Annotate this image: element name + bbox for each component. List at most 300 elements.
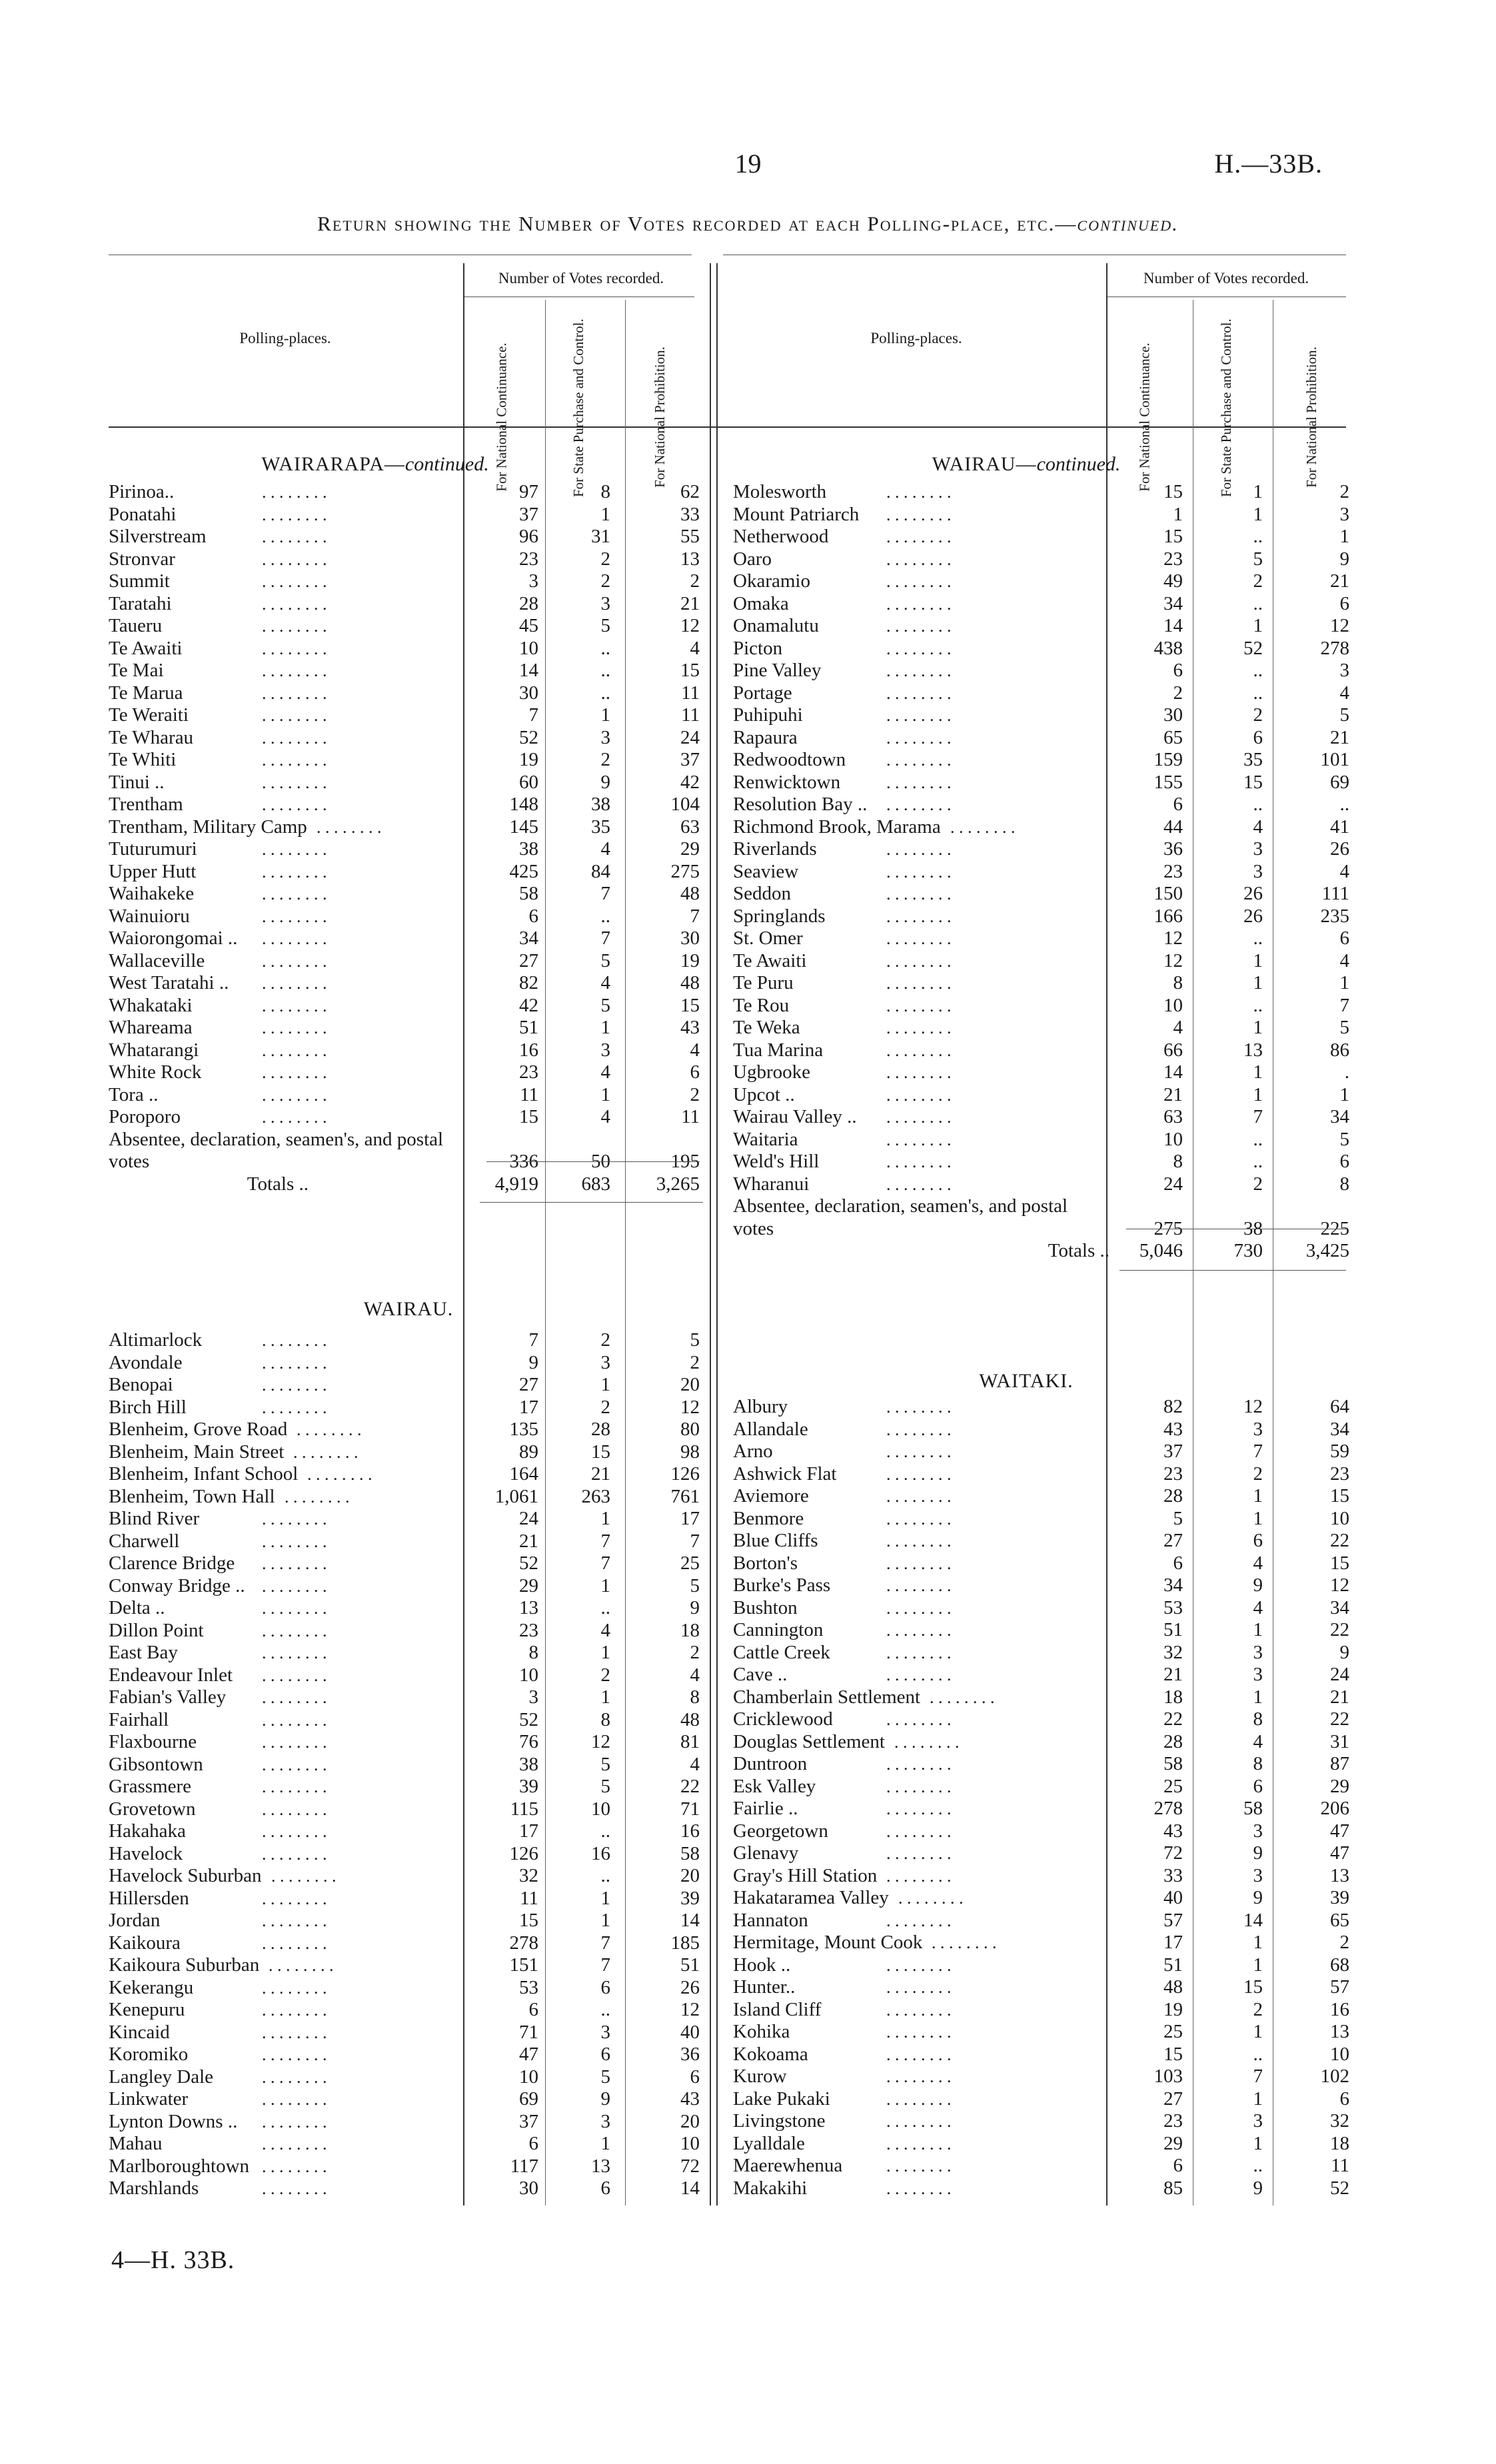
national-continuance-votes: 96 <box>519 526 538 547</box>
polling-place-name: Georgetown <box>733 1820 828 1842</box>
polling-place-name: Upper Hutt <box>109 860 197 882</box>
table-row <box>109 548 708 571</box>
leader-dots: . . . . . . . . <box>886 862 952 882</box>
leader-dots: . . . . . . . . <box>262 1799 327 1819</box>
national-prohibition-votes: 21 <box>1330 570 1349 592</box>
leader-dots: . . . . . . . . <box>886 1866 952 1886</box>
leader-dots: . . . . . . . . <box>262 2179 327 2198</box>
table-row <box>109 1620 708 1642</box>
leader-dots: . . . . . . . . <box>262 2022 327 2042</box>
state-purchase-votes: 9 <box>600 2088 610 2110</box>
national-prohibition-votes: 55 <box>680 526 700 547</box>
national-prohibition-votes: 1 <box>1339 526 1349 547</box>
national-continuance-votes: 5 <box>1173 1507 1183 1529</box>
polling-place-name: Blenheim, Grove Road <box>109 1419 288 1440</box>
polling-place-name: Tora .. <box>109 1083 159 1105</box>
national-prohibition-votes: 3,265 <box>656 1173 700 1195</box>
national-prohibition-votes: 206 <box>1320 1798 1349 1819</box>
polling-place-name: Endeavour Inlet <box>109 1664 233 1686</box>
state-purchase-votes: 2 <box>1253 704 1263 726</box>
leader-dots: . . . . . . . . <box>271 1866 337 1886</box>
leader-dots: . . . . . . . . <box>886 1598 952 1618</box>
national-prohibition-votes: 33 <box>680 503 700 525</box>
polling-place-name: Makakihi <box>733 2177 808 2199</box>
polling-place-name: Te Weka <box>733 1017 800 1038</box>
polling-place-name: Borton's <box>733 1552 798 1574</box>
leader-dots: . . . . . . . . <box>886 795 952 814</box>
polling-place-name: Te Awaiti <box>109 637 183 659</box>
leader-dots: . . . . . . . . <box>262 683 327 703</box>
state-purchase-votes: 9 <box>1253 1887 1263 1908</box>
state-purchase-votes: 1 <box>1253 2021 1263 2042</box>
table-row <box>733 548 1349 571</box>
leader-dots: . . . . . . . . <box>886 2067 952 2086</box>
col-heading-state-purchase-left: For State Purchase and Control. <box>570 318 586 497</box>
leader-dots: . . . . . . . . <box>262 772 327 792</box>
polling-place-name: Hillersden <box>109 1887 189 1909</box>
national-continuance-votes: 40 <box>1163 1887 1183 1908</box>
table-row <box>733 1106 1349 1129</box>
table-row <box>109 1888 708 1910</box>
national-prohibition-votes: 69 <box>1330 771 1349 793</box>
national-prohibition-votes: 62 <box>680 481 700 502</box>
national-continuance-votes: 15 <box>519 1106 538 1127</box>
leader-dots: . . . . . . . . <box>886 1910 952 1930</box>
national-prohibition-votes: 4 <box>690 1664 700 1686</box>
state-purchase-votes: 1 <box>1253 1507 1263 1529</box>
leader-dots: . . . . . . . . <box>886 1710 952 1729</box>
table-row <box>109 570 708 593</box>
table-row <box>109 995 708 1017</box>
table-row <box>109 1486 708 1509</box>
table-row <box>733 749 1349 772</box>
national-continuance-votes: 57 <box>1163 1909 1183 1931</box>
state-purchase-votes: 26 <box>1243 905 1263 927</box>
polling-place-name: Taueru <box>109 615 163 636</box>
state-purchase-votes: 6 <box>1253 726 1263 748</box>
state-purchase-votes: .. <box>600 1999 610 2020</box>
polling-place-name: Blenheim, Town Hall <box>109 1485 275 1507</box>
table-row <box>733 1641 1349 1664</box>
state-purchase-votes: 1 <box>1253 1954 1263 1976</box>
table-row <box>733 2132 1349 2156</box>
national-continuance-votes: 14 <box>519 660 538 681</box>
state-purchase-votes: 4 <box>600 1106 610 1127</box>
state-purchase-votes: .. <box>1253 526 1263 547</box>
national-prohibition-votes: 1 <box>1339 1083 1349 1105</box>
national-prohibition-votes: 58 <box>680 1842 700 1864</box>
table-row <box>109 950 708 973</box>
state-purchase-votes: .. <box>1253 994 1263 1016</box>
table-row <box>109 1977 708 2000</box>
leader-dots: . . . . . . . . <box>886 1754 952 1774</box>
leader-dots: . . . . . . . . <box>886 1107 952 1127</box>
leader-dots: . . . . . . . . <box>262 1822 327 1841</box>
national-continuance-votes: 47 <box>519 2044 538 2065</box>
table-row <box>109 1642 708 1664</box>
table-row <box>109 638 708 660</box>
polling-place-name: Kohika <box>733 2021 790 2042</box>
national-continuance-votes: 6 <box>528 905 538 927</box>
table-row <box>733 1128 1349 1151</box>
polling-place-name: Netherwood <box>733 526 829 547</box>
table-row <box>109 927 708 950</box>
national-prohibition-votes: 37 <box>680 749 700 770</box>
state-purchase-votes: .. <box>1253 682 1263 704</box>
leader-dots: . . . . . . . . <box>886 572 952 591</box>
national-prohibition-votes: 2 <box>690 1351 700 1373</box>
table-row <box>109 1731 708 1754</box>
table-row <box>109 1017 708 1039</box>
polling-place-name: Jordan <box>109 1910 161 1931</box>
national-prohibition-votes: 22 <box>680 1776 700 1797</box>
table-row <box>733 2155 1349 2177</box>
state-purchase-votes: 1 <box>600 1374 610 1395</box>
national-continuance-votes: 155 <box>1153 771 1183 793</box>
polling-place-name: Whakataki <box>109 994 193 1016</box>
national-continuance-votes: 30 <box>519 2177 538 2199</box>
state-purchase-votes: 4 <box>1253 1596 1263 1618</box>
polling-place-name: Kaikoura Suburban <box>109 1954 260 1976</box>
national-prohibition-votes: 87 <box>1330 1753 1349 1774</box>
state-purchase-votes: 3 <box>1253 1664 1263 1685</box>
polling-place-name: St. Omer <box>733 927 803 949</box>
table-row <box>109 1531 708 1553</box>
national-continuance-votes: 6 <box>1173 794 1183 815</box>
leader-dots: . . . . . . . . <box>262 1688 327 1707</box>
state-purchase-votes: 2 <box>1253 1173 1263 1195</box>
national-continuance-votes: 12 <box>1163 927 1183 949</box>
national-continuance-votes: 17 <box>519 1396 538 1418</box>
state-purchase-votes: 38 <box>591 794 610 815</box>
table-row <box>733 1820 1349 1843</box>
state-purchase-votes: 1 <box>600 1686 610 1708</box>
leader-dots: . . . . . . . . <box>886 1040 952 1060</box>
leader-dots: . . . . . . . . <box>886 2000 952 2020</box>
national-prohibition-votes: 12 <box>680 615 700 636</box>
polling-place-name: Esk Valley <box>733 1775 816 1797</box>
leader-dots: . . . . . . . . <box>886 1129 952 1149</box>
state-purchase-votes: 1 <box>1253 1485 1263 1507</box>
state-purchase-votes: 6 <box>600 2044 610 2065</box>
leader-dots: . . . . . . . . <box>262 1509 327 1529</box>
state-purchase-votes: 1 <box>1253 503 1263 525</box>
state-purchase-votes: 4 <box>600 1061 610 1083</box>
polling-place-name: Kenepuru <box>109 1999 185 2020</box>
polling-place-name: Albury <box>733 1396 788 1417</box>
leader-dots: . . . . . . . . <box>262 527 327 546</box>
national-prohibition-votes: 225 <box>1320 1217 1349 1239</box>
polling-place-name: Whareama <box>109 1017 193 1038</box>
leader-dots: . . . . . . . . <box>262 572 327 591</box>
polling-place-name: Trentham <box>109 794 183 815</box>
table-row <box>109 2044 708 2066</box>
leader-dots: . . . . . . . . <box>262 1978 327 1998</box>
table-row <box>733 637 1349 660</box>
national-prohibition-votes: 98 <box>680 1441 700 1463</box>
state-purchase-votes: 12 <box>1243 1396 1263 1417</box>
leader-dots: . . . . . . . . <box>262 2134 327 2154</box>
polling-place-name: Hermitage, Mount Cook <box>733 1932 923 1953</box>
polling-place-name: Livingstone <box>733 2110 826 2132</box>
national-prohibition-votes: 101 <box>1320 749 1349 770</box>
polling-place-name: Cattle Creek <box>733 1641 830 1663</box>
leader-dots: . . . . . . . . <box>262 2000 327 2020</box>
national-prohibition-votes: 6 <box>690 2066 700 2088</box>
national-continuance-votes: 82 <box>1163 1396 1183 1417</box>
table-row <box>109 1709 708 1732</box>
national-continuance-votes: 51 <box>1163 1954 1183 1976</box>
state-purchase-votes: 1 <box>1253 972 1263 993</box>
national-prohibition-votes: 41 <box>1330 816 1349 838</box>
section-title-wairau-continued: WAIRAU—continued. <box>932 453 1121 475</box>
state-purchase-votes: 2 <box>600 1396 610 1418</box>
national-prohibition-votes: 80 <box>680 1419 700 1440</box>
table-row <box>733 481 1349 504</box>
leader-dots: . . . . . . . . <box>262 1063 327 1082</box>
leader-dots: . . . . . . . . <box>886 1085 952 1105</box>
national-prohibition-votes: 34 <box>1330 1418 1349 1440</box>
national-prohibition-votes: 278 <box>1320 637 1349 659</box>
state-purchase-votes: 2 <box>600 570 610 592</box>
leader-dots: . . . . . . . . <box>886 1553 952 1573</box>
national-prohibition-votes: 761 <box>670 1485 700 1507</box>
state-purchase-votes: 1 <box>1253 1083 1263 1105</box>
table-row <box>109 1686 708 1709</box>
national-continuance-votes: 44 <box>1163 816 1183 838</box>
polling-place-name: Te Awaiti <box>733 949 807 971</box>
national-prohibition-votes: 2 <box>690 570 700 592</box>
national-continuance-votes: 32 <box>1163 1641 1183 1663</box>
national-continuance-votes: 72 <box>1163 1842 1183 1864</box>
national-prohibition-votes: 11 <box>1331 2155 1349 2176</box>
state-purchase-votes: 5 <box>1253 548 1263 570</box>
polling-place-name: Fabian's Valley <box>109 1686 227 1708</box>
table-row <box>733 1039 1349 1062</box>
leader-dots: . . . . . . . . <box>262 1911 327 1930</box>
polling-place-name: Oaro <box>733 548 772 570</box>
national-prohibition-votes: 22 <box>1330 1619 1349 1640</box>
national-prohibition-votes: 40 <box>680 2021 700 2043</box>
table-row <box>733 1730 1349 1754</box>
national-continuance-votes: 10 <box>519 2066 538 2088</box>
state-purchase-votes: 2 <box>600 749 610 770</box>
state-purchase-votes: .. <box>1253 2043 1263 2065</box>
national-continuance-votes: 28 <box>519 592 538 614</box>
state-purchase-votes: 6 <box>600 2177 610 2199</box>
national-continuance-votes: 39 <box>519 1776 538 1797</box>
national-prohibition-votes: 29 <box>1330 1775 1349 1797</box>
polling-place-name: Chamberlain Settlement <box>733 1686 921 1708</box>
table-row <box>109 1597 708 1620</box>
table-row <box>733 972 1349 995</box>
state-purchase-votes: 3 <box>1253 838 1263 860</box>
state-purchase-votes: 28 <box>591 1419 610 1440</box>
national-continuance-votes: 12 <box>1163 949 1183 971</box>
table-row <box>109 615 708 638</box>
national-prohibition-votes: 34 <box>1330 1106 1349 1127</box>
national-prohibition-votes: 22 <box>1330 1530 1349 1551</box>
waitaki-rows <box>733 1396 1349 2199</box>
state-purchase-votes: 3 <box>600 2110 610 2132</box>
state-purchase-votes: 6 <box>1253 1775 1263 1797</box>
leader-dots: . . . . . . . . <box>886 504 952 524</box>
national-continuance-votes: 29 <box>519 1574 538 1596</box>
state-purchase-votes: 5 <box>600 615 610 636</box>
polling-place-name: Marshlands <box>109 2177 199 2199</box>
leader-dots: . . . . . . . . <box>886 2044 952 2064</box>
polling-place-name: Avondale <box>109 1351 183 1373</box>
table-row <box>733 1686 1349 1709</box>
table-row <box>733 1664 1349 1686</box>
polling-place-name: Ugbrooke <box>733 1061 810 1083</box>
polling-place-name: Waihakeke <box>109 883 195 904</box>
polling-place-name: Waitaria <box>733 1128 798 1150</box>
table-row <box>109 1463 708 1486</box>
table-row <box>109 593 708 616</box>
national-prohibition-votes: 8 <box>690 1686 700 1708</box>
national-continuance-votes: 3 <box>528 1686 538 1708</box>
table-row <box>733 1976 1349 1999</box>
national-continuance-votes: 6 <box>528 2133 538 2154</box>
leader-dots: . . . . . . . . <box>886 1665 952 1684</box>
leader-dots: . . . . . . . . <box>262 2156 327 2176</box>
national-continuance-votes: 3 <box>528 570 538 592</box>
polling-place-name: Springlands <box>733 905 826 927</box>
polling-place-name: Havelock Suburban <box>109 1865 262 1886</box>
polling-place-name: Delta .. <box>109 1597 165 1618</box>
national-prohibition-votes: 43 <box>680 1017 700 1038</box>
polling-place-name: White Rock <box>109 1061 202 1083</box>
national-continuance-votes: 23 <box>1163 1463 1183 1485</box>
national-prohibition-votes: 6 <box>1339 1151 1349 1172</box>
state-purchase-votes: .. <box>600 1865 610 1886</box>
totals-row <box>109 1173 708 1196</box>
national-continuance-votes: 52 <box>519 1708 538 1730</box>
national-prohibition-votes: 18 <box>1330 2132 1349 2154</box>
national-continuance-votes: 7 <box>528 1329 538 1351</box>
polling-place-name: Poroporo <box>109 1106 181 1127</box>
leader-dots: . . . . . . . . <box>262 2045 327 2064</box>
state-purchase-votes: 4 <box>1253 1730 1263 1752</box>
national-prohibition-votes: 4 <box>1339 682 1349 704</box>
leader-dots: . . . . . . . . <box>262 795 327 814</box>
national-continuance-votes: 45 <box>519 615 538 636</box>
state-purchase-votes: 1 <box>600 704 610 726</box>
center-double-rule-a <box>710 263 711 2205</box>
table-row <box>733 1083 1349 1107</box>
leader-dots: . . . . . . . . <box>886 2089 952 2109</box>
col-heading-continuance-right: For National Continuance. <box>1137 342 1153 492</box>
leader-dots: . . . . . . . . <box>262 616 327 636</box>
polling-place-name: Te Rou <box>733 994 790 1016</box>
table-row <box>733 1418 1349 1441</box>
state-purchase-votes: 7 <box>600 927 610 949</box>
leader-dots: . . . . . . . . <box>886 527 952 546</box>
national-continuance-votes: 275 <box>1153 1217 1183 1239</box>
national-continuance-votes: 15 <box>1163 481 1183 502</box>
national-continuance-votes: 10 <box>1163 994 1183 1016</box>
polling-place-name: Pirinoa.. <box>109 481 175 502</box>
polling-place-name: Hunter.. <box>733 1976 796 1998</box>
table-row <box>109 861 708 884</box>
national-continuance-votes: 36 <box>1163 838 1183 860</box>
national-prohibition-votes: 19 <box>680 949 700 971</box>
state-purchase-votes: 5 <box>600 1776 610 1797</box>
national-continuance-votes: 17 <box>1163 1932 1183 1953</box>
state-purchase-votes: 1 <box>600 1508 610 1529</box>
national-prohibition-votes: 126 <box>670 1463 700 1485</box>
state-purchase-votes: .. <box>1253 1128 1263 1150</box>
national-prohibition-votes: 102 <box>1320 2066 1349 2087</box>
leader-dots: . . . . . . . . <box>886 973 952 993</box>
state-purchase-votes: 1 <box>600 503 610 525</box>
national-continuance-votes: 15 <box>519 1910 538 1931</box>
state-purchase-votes: 7 <box>1253 1441 1263 1462</box>
national-prohibition-votes: 1 <box>1339 972 1349 993</box>
page-caption <box>0 212 1496 236</box>
national-continuance-votes: 63 <box>1163 1106 1183 1127</box>
national-prohibition-votes: 7 <box>1339 994 1349 1016</box>
national-continuance-votes: 65 <box>1163 726 1183 748</box>
polling-place-name: Wainuioru <box>109 905 190 927</box>
state-purchase-votes: 1 <box>1253 1061 1263 1083</box>
leader-dots: . . . . . . . . <box>262 929 327 948</box>
polling-place-name: Puhipuhi <box>733 704 803 726</box>
center-double-rule-b <box>716 263 718 2205</box>
national-continuance-votes: 115 <box>510 1798 538 1820</box>
table-row <box>733 660 1349 682</box>
national-continuance-votes: 19 <box>1163 1998 1183 2020</box>
polling-place-name: Kekerangu <box>109 1976 194 1998</box>
polling-place-name: Onamalutu <box>733 615 819 636</box>
national-prohibition-votes: 9 <box>690 1597 700 1618</box>
national-continuance-votes: 21 <box>519 1530 538 1552</box>
table-row <box>109 794 708 816</box>
polling-place-name: Tuturumuri <box>109 838 197 860</box>
state-purchase-votes: 1 <box>1253 1017 1263 1038</box>
polling-places-heading-left: Polling-places. <box>239 330 331 346</box>
national-prohibition-votes: 275 <box>670 860 700 882</box>
national-continuance-votes: 11 <box>520 1083 538 1105</box>
leader-dots: . . . . . . . . <box>262 594 327 614</box>
national-prohibition-votes: 3,425 <box>1305 1240 1349 1261</box>
national-prohibition-votes: 9 <box>1339 548 1349 570</box>
state-purchase-votes: .. <box>1253 927 1263 949</box>
state-purchase-votes: 7 <box>1253 2066 1263 2087</box>
leader-dots: . . . . . . . . <box>886 1620 952 1640</box>
table-row <box>733 1463 1349 1486</box>
leader-dots: . . . . . . . . <box>293 1442 359 1462</box>
polling-place-name: Hannaton <box>733 1909 808 1931</box>
leader-dots: . . . . . . . . <box>886 728 952 748</box>
national-prohibition-votes: 4 <box>690 1039 700 1061</box>
table-row <box>733 1864 1349 1888</box>
table-row <box>733 816 1349 839</box>
national-prohibition-votes: 18 <box>680 1619 700 1641</box>
national-continuance-votes: 38 <box>519 1753 538 1775</box>
table-row <box>109 749 708 772</box>
national-prohibition-votes: 104 <box>670 794 700 815</box>
wairarapa-totals-bottom-rule <box>480 1202 703 1203</box>
table-row <box>733 2021 1349 2044</box>
national-continuance-votes: 2 <box>1173 682 1183 704</box>
page-number: 19 <box>734 149 762 179</box>
table-row <box>109 1776 708 1798</box>
polling-place-name: Kokoama <box>733 2043 808 2065</box>
polling-place-name: Flaxbourne <box>109 1731 197 1752</box>
national-continuance-votes: 1,061 <box>494 1485 538 1507</box>
